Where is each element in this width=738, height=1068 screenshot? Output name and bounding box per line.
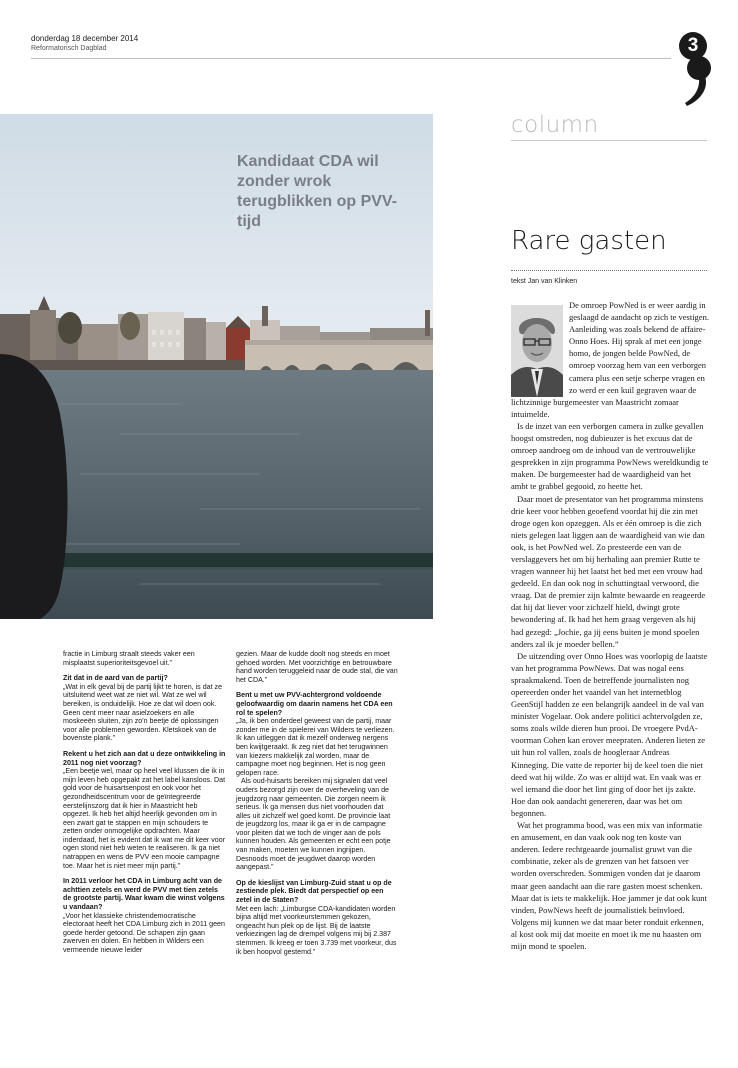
section-label: column: [511, 112, 599, 138]
interview-question: In 2011 verloor het CDA in Limburg acht van de achttien zetels en werd de PVV met tien zetels de grootste partij. Waar kwam die winst volgens u vandaan?: [63, 877, 225, 912]
interview-answer: „Ja, ik ben onderdeel geweest van de partij, maar zonder me in de spielerei van Wilders te verliezen. Ik kan uitleggen dat ik mezelf onderweg nergens ben kwijtgeraakt. Ik zeg niet dat het terugwinnen van kiezers makkelijk zal worden, maar de campagne moet nog beginnen. Het is nog geen gelopen race.: [236, 717, 395, 777]
column-paragraph: Daar moet de presentator van het programma minstens drie keer voor hebben geoefend voordat hij die zin met droge ogen kon opzeggen. Als er één omroep is die zich niets gelegen laat liggen aan de waardigheid van wie dan ook, is het PowNed wel. Zo presteerde een van de verslaggevers het om bij herhaling aan premier Rutte te vragen wanneer hij het laatst het bed met een vrouw had gedeeld. En dan ook nog in schuttingtaal verwoord, die vraag. Dat de premier zijn kalmte bewaarde en reageerde dat hij dat liever voor zichzelf hield, dwingt grote bewondering af. Ik had het hem graag vergeven als hij had gezegd: „Jochie, ga jij eens buiten je mond spoelen anders zal ik je moeder bellen.”: [511, 493, 706, 649]
interview-column-left: [63, 650, 226, 955]
interview-answer: gezien. Maar de kudde doolt nog steeds en moet gehoed worden. Met voorzichtige en betrouwbare hand worden teruggeleid naar de oude stal, die van het CDA.”: [236, 650, 398, 684]
dotted-rule: [511, 270, 707, 271]
column-paragraph: Wat het programma bood, was een mix van informatie en amusement, en dan vaak ook nog ten koste van anderen. Iedere rechtgeaarde journalist gruwt van die combinatie, zeker als de grenzen van het fatsoen ver worden overschreden. Sommigen vonden dat je daarom maar geen aandacht aan die rare gasten moest schenken. Maar dat is iets te makkelijk. Hoe jammer je dat ook kunt vinden, PowNews heeft de journalistiek beïnvloed. Volgens mij kunnen we dat maar beter ronduit erkennen, al kost ook mij dat moeite en moet ik me nu haasten om mijn mond te spoelen.: [511, 820, 707, 951]
interview-question: Op de kieslijst van Limburg-Zuid staat u op de zestiende plek. Biedt dat perspectief op een zetel in de Staten?: [236, 878, 392, 905]
newspaper-name: Reformatorisch Dagblad: [31, 45, 107, 52]
byline: tekst Jan van Klinken: [511, 278, 578, 285]
column-body: [511, 299, 709, 952]
column-paragraph: De omroep PowNed is er weer aardig in geslaagd de aandacht op zich te vestigen. Aanleiding was zoals bekend de affaire-Onno Hoes. Hij sprak af met een jonge homo, de jongen belde PowNed, de omroep voorzag hem van een verborgen camera plus een setje scherpe vragen en zo werd er een kuil gegraven waar de lichtzinnige burgemeester van Maastricht zomaar intuimelde.: [511, 300, 709, 419]
section-rule: [511, 140, 707, 141]
comma-icon: [683, 54, 711, 108]
interview-answer: fractie in Limburg straalt steeds vaker een misplaatst superioriteitsgevoel uit.”: [63, 650, 195, 667]
page-number-badge: 3: [679, 32, 707, 60]
issue-date: donderdag 18 december 2014: [31, 34, 139, 43]
interview-answer: Met een lach: „Limburgse CDA-kandidaten worden bijna altijd met voorkeurstemmen gekozen, ongeacht hun plek op de lijst. Bij de laatste verkiezingen lag de drempel volgens mij bij 2.387 stemmen. Ik kreeg er toen 3.739 met voorkeur, dus ik ben hoopvol gestemd.”: [236, 904, 397, 956]
column-title: Rare gasten: [511, 226, 667, 256]
interview-question: Zit dat in de aard van de partij?: [63, 674, 168, 683]
interview-answer: „Wat in elk geval bij de partij lijkt te horen, is dat ze uitsluitend weet wat ze niet wil. Wat ze wel wil bereiken, is onduidelijk. Hoe ze dat wil doen ook. Geen cent meer naar asielzoekers en alle moskeeën sluiten, zijn zo'n beetje dé oplossingen voor alle problemen geworden. Kletskoek van de bovenste plank.”: [63, 682, 223, 743]
interview-question: Rekent u het zich aan dat u deze ontwikkeling in 2011 nog niet voorzag?: [63, 749, 226, 767]
column-paragraph: De uitzending over Onno Hoes was voorlopig de laatste van het programma PowNews. Dat was nogal eens spraakmakend. Toen de betreffende journalisten nog opereerden onder het vaandel van het internetblog GeenStijl hadden ze een belangrijk aandeel in de val van minister Vogelaar. Ook andere politici achtervolgden ze, soms zoals wilde dieren hun prooi. De vroegere PvdA-voorman Cohen kan erover meepraten. Anderen lieten ze uit hun rol vallen, zoals de hoogleraar Andreas Kinneging. Die vatte de reporter bij de keel toen die niet deed wat hij wilde. Zo was er altijd wat. En vaak was er wel iemand die door het lint ging of door het ijs zakte. Hoe dan ook aandacht genereren, daar was het om begonnen.: [511, 650, 708, 818]
interview-answer: „Een beetje wel, maar op heel veel klussen die ik in mijn leven heb opgepakt zat het label kansloos. Dat gold voor de huisartsenpost en ook voor het gezondheidscentrum voor de geïntegreerde eerstelijnszorg dat ik hier in Maastricht heb opgezet. Ik heb het altijd heerlijk gevonden om in een zwart gat te stappen en mijn schouders te zetten onder onmogelijke opdrachten. Maar inderdaad, het is evident dat ik wat me dit keer voor ogen stond niet heb weten te realiseren. Ik ga niet natrappen en wens de PVV een mooie campagne toe. Maar het is niet meer mijn partij.”: [63, 767, 226, 870]
article-headline: Kandidaat CDA wil zonder wrok terugblikken op PVV-tijd: [237, 153, 398, 230]
interview-answer: Als oud-huisarts bereiken mij signalen dat veel ouders bezorgd zijn over de overheveling van de jeugdzorg naar gemeenten. Die zorgen neem ik serieus. Ik ga mensen dus niet voorhouden dat alles uit zichzelf wel goed komt. De provincie laat de jeugdzorg los, maar ik ga er in de campagne voor pleiten dat we toch de vinger aan de pols kunnen houden. Als gemeenten er echt een potje van maken, moeten we kunnen ingrijpen. Desnoods moet de jeugdwet daarop worden aangepast.”: [236, 777, 391, 872]
header-rule: [31, 58, 671, 59]
column-paragraph: Is de inzet van een verborgen camera in zulke gevallen hoogst omstreden, nog dubieuzer is het excuus dat de omroep aandroeg om de inhoud van de vertrouwelijke gesprekken in zijn programma PowNews wereldkundig te maken. De burgemeester had de waardigheid van het ambt te grabbel gegooid, zo heette het.: [511, 420, 709, 492]
interview-question: Bent u met uw PVV-achtergrond voldoende geloofwaardig om daarin namens het CDA een rol te spelen?: [236, 691, 393, 717]
interview-column-middle: [236, 650, 399, 956]
interview-answer: „Voor het klassieke christendemocratische electoraat heeft het CDA Limburg zich in 2011 geen goede herder getoond. De schapen zijn gaan zwerven en dolen. En hebben in Wilders een vermeende nieuwe leider: [63, 911, 225, 954]
